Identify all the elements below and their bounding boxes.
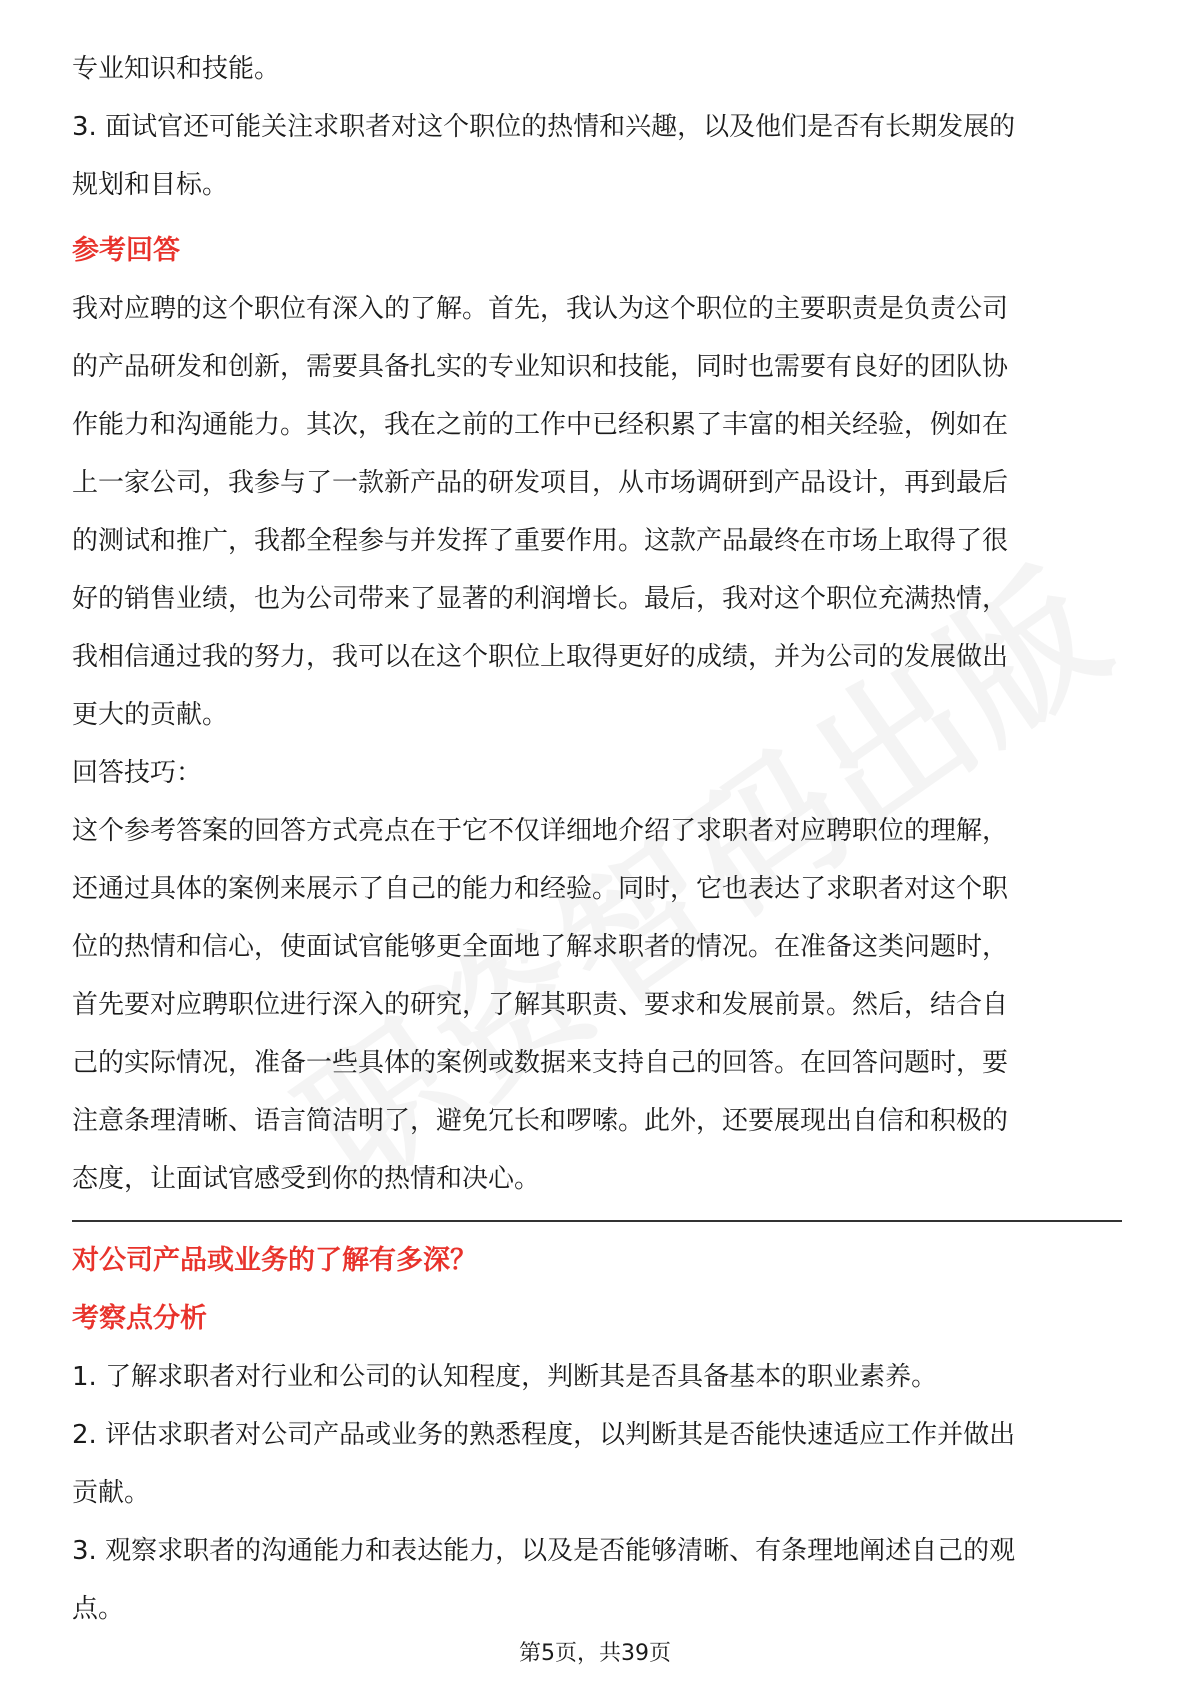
text-line: 点。: [72, 1594, 125, 1624]
analysis-heading: 考察点分析: [72, 1303, 207, 1334]
text-line: 的产品研发和创新，需要具备扎实的专业知识和技能，同时也需要有良好的团队协: [72, 352, 1009, 382]
text-line: 还通过具体的案例来展示了自己的能力和经验。同时，它也表达了求职者对这个职: [72, 874, 1009, 904]
text-line: 更大的贡献。: [72, 700, 229, 730]
page-number: 第5页，共39页: [519, 1641, 671, 1666]
tips-label: 回答技巧：: [72, 758, 203, 788]
section-divider: [72, 1220, 1122, 1222]
tips-section: [72, 744, 1122, 1208]
reference-answer-section: [72, 222, 1122, 744]
text-line: 上一家公司，我参与了一款新产品的研发项目，从市场调研到产品设计，再到最后: [72, 468, 1009, 498]
question-title: 对公司产品或业务的了解有多深？: [72, 1245, 477, 1276]
text-line: 规划和目标。: [72, 170, 229, 200]
text-line: 位的热情和信心，使面试官能够更全面地了解求职者的情况。在准备这类问题时，: [72, 932, 1009, 962]
text-line: 作能力和沟通能力。其次，我在之前的工作中已经积累了丰富的相关经验，例如在: [72, 410, 1009, 440]
text-line: 的测试和推广，我都全程参与并发挥了重要作用。这款产品最终在市场上取得了很: [72, 526, 1009, 556]
text-line: 己的实际情况，准备一些具体的案例或数据来支持自己的回答。在回答问题时，要: [72, 1048, 1009, 1078]
text-line: 贡献。: [72, 1478, 151, 1508]
text-line: 2. 评估求职者对公司产品或业务的熟悉程度，以判断其是否能快速适应工作并做出: [72, 1420, 1016, 1450]
top-continuation: [72, 40, 1122, 214]
text-line: 3. 观察求职者的沟通能力和表达能力，以及是否能够清晰、有条理地阐述自己的观: [72, 1536, 1016, 1566]
reference-answer-heading: 参考回答: [72, 235, 180, 266]
document-page: [72, 40, 1122, 1638]
text-line: 注意条理清晰、语言简洁明了，避免冗长和啰嗦。此外，还要展现出自信和积极的: [72, 1106, 1009, 1136]
text-line: 我相信通过我的努力，我可以在这个职位上取得更好的成绩，并为公司的发展做出: [72, 642, 1009, 672]
text-line: 好的销售业绩，也为公司带来了显著的利润增长。最后，我对这个职位充满热情，: [72, 584, 1009, 614]
text-line: 首先要对应聘职位进行深入的研究，了解其职责、要求和发展前景。然后，结合自: [72, 990, 1009, 1020]
text-line: 专业知识和技能。: [72, 54, 281, 84]
text-line: 态度，让面试官感受到你的热情和决心。: [72, 1164, 541, 1194]
text-line: 3. 面试官还可能关注求职者对这个职位的热情和兴趣，以及他们是否有长期发展的: [72, 112, 1016, 142]
text-line: 1. 了解求职者对行业和公司的认知程度，判断其是否具备基本的职业素养。: [72, 1362, 938, 1392]
text-line: 我对应聘的这个职位有深入的了解。首先，我认为这个职位的主要职责是负责公司: [72, 294, 1009, 324]
text-line: 这个参考答案的回答方式亮点在于它不仅详细地介绍了求职者对应聘职位的理解，: [72, 816, 1009, 846]
question-section: [72, 1232, 1122, 1638]
